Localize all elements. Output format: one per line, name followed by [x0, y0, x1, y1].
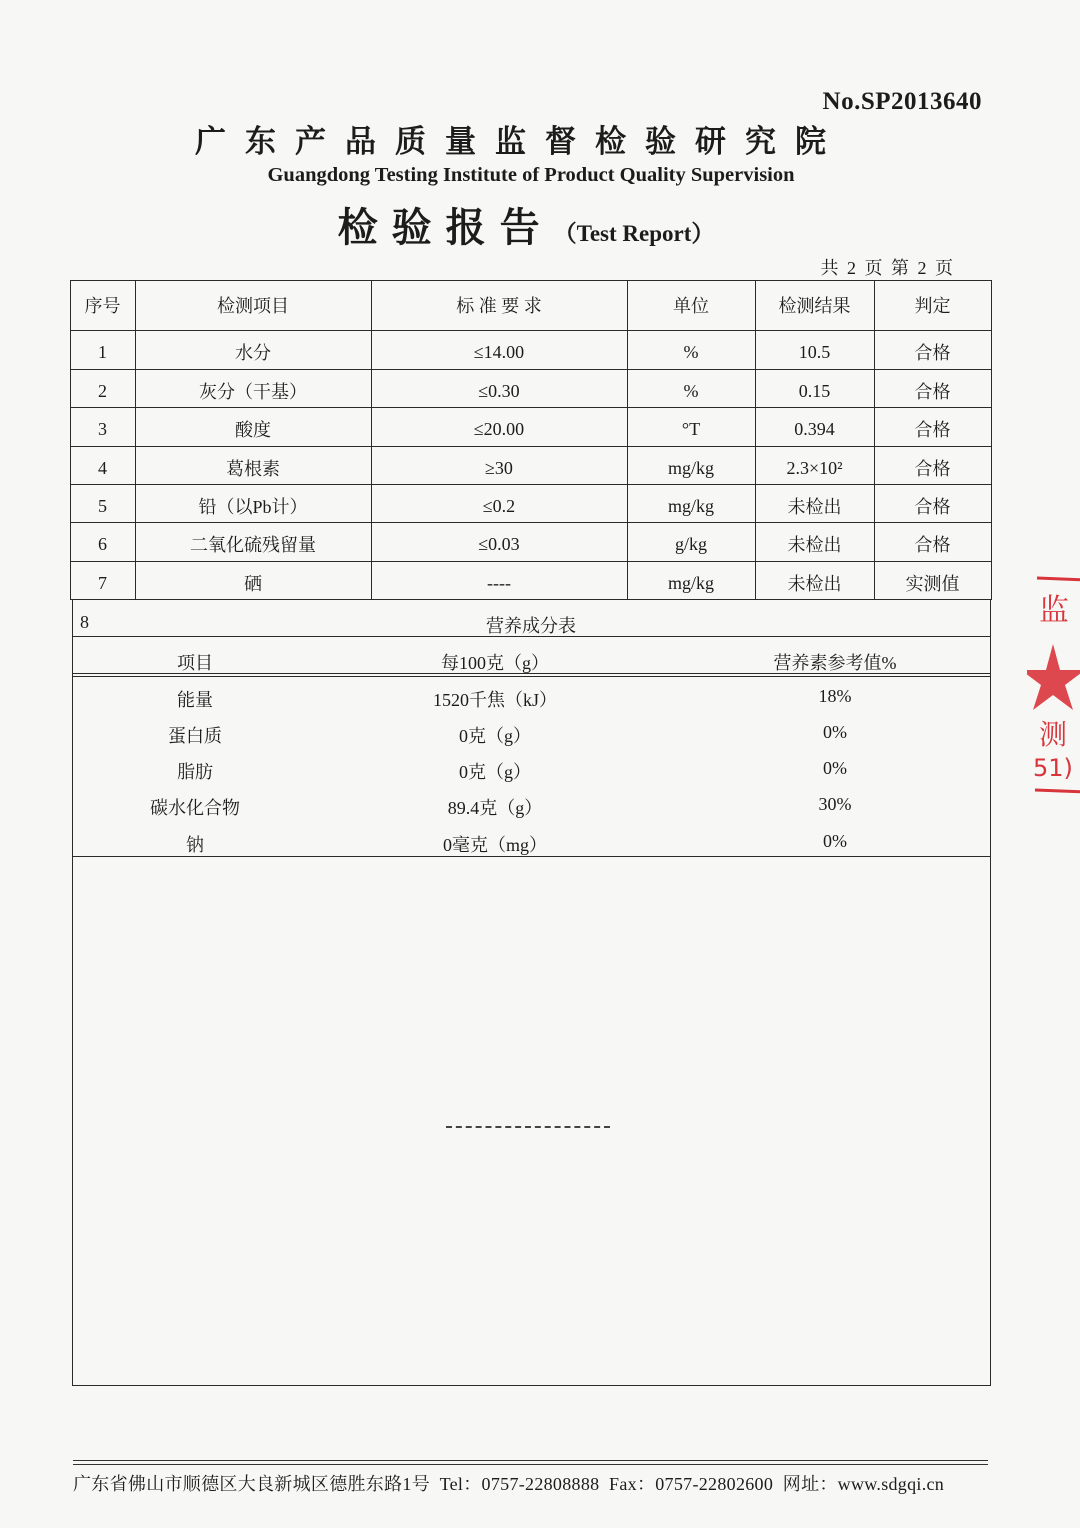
footer-tel: Tel：0757-22808888 — [439, 1474, 600, 1494]
table-cell-unit: mg/kg — [667, 457, 714, 478]
header-verdict: 判定 — [914, 296, 951, 316]
footer-fax: Fax：0757-22802600 — [609, 1474, 774, 1494]
table-cell-verdict: 合格 — [914, 382, 951, 402]
institute-name-en: Guangdong Testing Institute of Product Quality Supervision — [267, 164, 795, 186]
institute-name-cn: 广东产品质量监督检验研究院 — [195, 124, 845, 159]
nutrition-cell-value: 0毫克（mg） — [442, 835, 547, 855]
nutrition-cell-value: 0克（g） — [459, 726, 531, 746]
table-cell-result: 10.5 — [798, 341, 831, 362]
table-cell-index: 5 — [98, 495, 107, 516]
red-seal-stamp — [1027, 574, 1080, 796]
table-cell-index: 4 — [98, 457, 107, 478]
header-standard: 标 准 要 求 — [456, 296, 542, 316]
page-indicator: 共 2 页 第 2 页 — [820, 258, 955, 278]
table-cell-item: 灰分（干基） — [199, 382, 307, 402]
nutrition-header-item: 项目 — [177, 653, 213, 673]
report-title — [0, 196, 1052, 253]
table-cell-standard: ---- — [487, 572, 511, 593]
nutrition-cell-value: 0克（g） — [459, 762, 531, 782]
table-cell-item: 硒 — [244, 574, 262, 594]
table-cell-standard: ≥30 — [485, 457, 513, 478]
table-cell-result: 2.3×10² — [786, 457, 843, 478]
table-cell-result: 未检出 — [787, 574, 842, 594]
nutrition-cell-value: 1520千焦（kJ） — [432, 690, 557, 710]
table-cell-standard: ≤0.30 — [478, 380, 520, 401]
table-cell-verdict: 合格 — [914, 420, 951, 440]
stamp-char-mid: 测 — [1039, 718, 1068, 751]
footer-divider — [73, 1464, 988, 1465]
table-cell-index: 2 — [98, 380, 107, 401]
footer-address: 广东省佛山市顺德区大良新城区德胜东路1号 — [73, 1474, 430, 1494]
nutrition-cell-nrv: 0% — [823, 758, 847, 778]
table-cell-index: 1 — [98, 341, 107, 362]
table-cell-verdict: 合格 — [914, 535, 951, 555]
table-cell-verdict: 合格 — [914, 459, 951, 479]
stamp-char-bottom: 51) — [1033, 754, 1073, 782]
header-result: 检测结果 — [778, 296, 851, 316]
table-cell-standard: ≤0.2 — [482, 495, 516, 516]
report-number: No.SP2013640 — [822, 88, 982, 115]
nutrition-cell-nrv: 18% — [818, 686, 852, 706]
nutrition-cell-value: 89.4克（g） — [447, 798, 543, 818]
header-item: 检测项目 — [217, 296, 289, 316]
table-cell-item: 二氧化硫残留量 — [190, 535, 316, 555]
nutrition-header-per100g: 每100克（g） — [441, 653, 549, 673]
table-cell-unit: °T — [681, 418, 701, 439]
table-cell-unit: % — [683, 341, 699, 362]
table-cell-result: 0.394 — [794, 418, 835, 439]
table-cell-index: 3 — [98, 418, 107, 439]
report-title-en: （Test Report） — [553, 221, 715, 246]
nutrition-header-nrv: 营养素参考值% — [773, 653, 897, 673]
footer-website: 网址：www.sdgqi.cn — [782, 1474, 945, 1494]
table-cell-item: 铅（以Pb计） — [198, 497, 308, 517]
nutrition-cell-nrv: 0% — [823, 831, 847, 851]
table-cell-result: 未检出 — [787, 535, 842, 555]
report-title-cn: 检验报告 — [337, 205, 554, 250]
table-cell-verdict: 合格 — [914, 343, 951, 363]
table-cell-index: 6 — [98, 533, 107, 554]
end-of-report-dashed-line — [446, 1126, 610, 1128]
nutrition-cell-nrv: 30% — [818, 794, 852, 814]
table-cell-standard: ≤14.00 — [473, 341, 525, 362]
table-cell-verdict: 实测值 — [905, 574, 960, 594]
footer-divider — [73, 1460, 988, 1461]
nutrition-cell-item: 脂肪 — [177, 762, 213, 782]
table-cell-item: 葛根素 — [226, 459, 280, 479]
nutrition-cell-item: 钠 — [186, 835, 204, 855]
table-cell-result: 0.15 — [798, 380, 831, 401]
stamp-char-top: 监 — [1039, 593, 1069, 628]
table-cell-unit: mg/kg — [667, 495, 714, 516]
table-cell-item: 水分 — [235, 343, 271, 363]
nutrition-cell-item: 碳水化合物 — [150, 798, 240, 818]
table-cell-unit: mg/kg — [667, 572, 714, 593]
nutrition-cell-item: 能量 — [177, 690, 213, 710]
footer-contact — [73, 1470, 944, 1496]
table-cell-index: 7 — [98, 572, 107, 593]
table-cell-unit: % — [683, 380, 699, 401]
table-cell-standard: ≤20.00 — [473, 418, 525, 439]
table-cell-standard: ≤0.03 — [478, 533, 520, 554]
nutrition-title: 营养成分表 — [486, 616, 576, 636]
nutrition-cell-item: 蛋白质 — [168, 726, 222, 746]
nutrition-cell-nrv: 0% — [823, 722, 847, 742]
table-cell-unit: g/kg — [674, 533, 707, 554]
table-cell-verdict: 合格 — [914, 497, 951, 517]
table-cell-item: 酸度 — [235, 420, 271, 440]
nutrition-row-number: 8 — [80, 612, 89, 632]
header-index: 序号 — [84, 296, 121, 316]
table-cell-result: 未检出 — [787, 497, 842, 517]
header-unit: 单位 — [673, 296, 709, 316]
